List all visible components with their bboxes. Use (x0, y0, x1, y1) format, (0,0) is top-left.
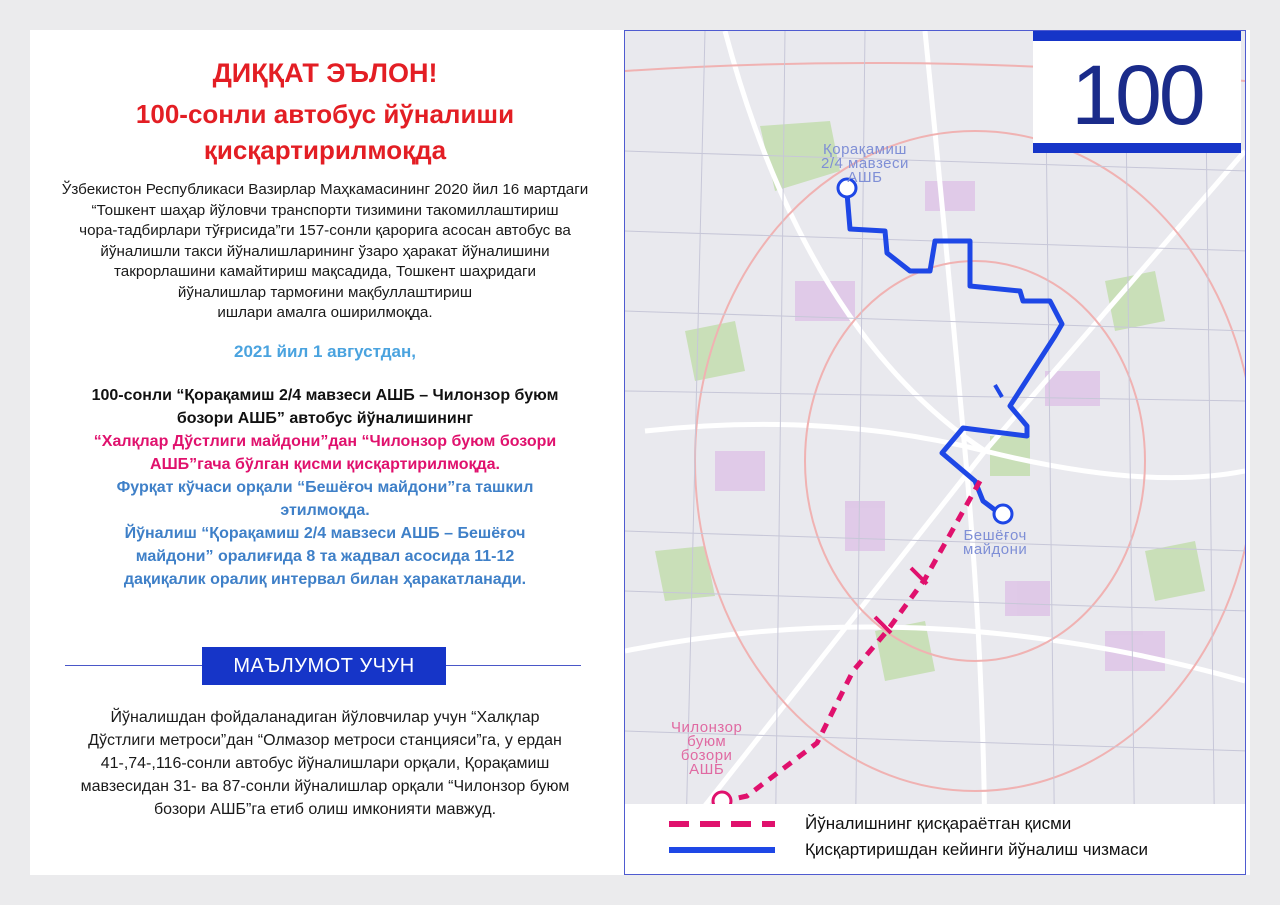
decree-paragraph (30, 180, 620, 324)
legend-new-label: Қисқартиришдан кейинги йўналиш чизмаси (805, 840, 1149, 859)
paragraph-line: чора-тадбирлари тўғрисида”ги 157-сонли қарорига асосан автобус ва (79, 222, 571, 239)
stop-label-line: АШБ (847, 169, 883, 186)
stop-label-line: Бешёғоч (963, 527, 1027, 544)
route-change-block (30, 384, 620, 591)
notice-subtitle (30, 96, 620, 168)
new-route-line: Фурқат кўчаси орқали “Бешёғоч майдони”га ташкил (116, 479, 534, 496)
info-line: бозори АШБ”га етиб олиш имконияти мавжуд. (153, 801, 497, 818)
stop-start-label (821, 143, 909, 185)
info-line: мавзесидан 31- ва 87-сонли йўналишлар орқали “Чилонзор буюм (80, 778, 570, 795)
paragraph-line: йўналишли такси йўналишларининг ўзаро ҳаракат йўналишини (100, 242, 550, 260)
stop-label-line: 2/4 мавзеси (821, 155, 909, 172)
route-line: бозори АШБ” автобус йўналишининг (176, 410, 474, 427)
legend-swatches (625, 804, 795, 874)
divider-left (65, 665, 202, 666)
subtitle-line: қисқартирилмоқда (203, 135, 447, 165)
stop-label-line: АШБ (689, 761, 725, 778)
paragraph-line: “Тошкент шаҳар йўловчи транспорти тизимини такомиллаштириш (91, 201, 559, 219)
paragraph-line: йўналишлар тармоғини мақбуллаштириш (177, 283, 473, 301)
stop-label-line: буюм (687, 733, 727, 750)
paragraph-line: ишлари амалга оширилмоқда. (217, 304, 433, 321)
notice-card (30, 30, 1250, 875)
subtitle-line: 100-сонли автобус йўналиши (135, 99, 515, 129)
cut-line: “Халқлар Дўстлиги майдони”дан “Чилонзор буюм бозори (93, 433, 557, 450)
effective-date: 2021 йил 1 августдан, (234, 342, 416, 361)
info-line: Дўстлиги метроси”дан “Олмазор метроси станцияси”га, у ердан (88, 732, 562, 749)
info-paragraph (30, 706, 620, 821)
new-route-line: майдони” оралиғида 8 та жадвал асосида 11-12 (135, 548, 515, 565)
route-line: 100-сонли “Қорақамиш 2/4 мавзеси АШБ – Чилонзор буюм (91, 387, 559, 404)
stop-new-end-marker (994, 505, 1012, 523)
notice-title: ДИҚҚАТ ЭЪЛОН! (212, 58, 438, 88)
new-route-line: этилмоқда. (280, 502, 370, 519)
info-heading: МАЪЛУМОТ УЧУН (202, 647, 446, 685)
paragraph-line: Ўзбекистон Республикаси Вазирлар Маҳкамасининг 2020 йил 16 мартдаги (61, 181, 589, 198)
stop-new-end-label (963, 529, 1027, 557)
new-route-line: дақиқалик оралиқ интервал билан ҳаракатланади. (123, 571, 527, 588)
map-legend (625, 804, 1245, 874)
stop-old-end-label (671, 721, 742, 777)
paragraph-line: такрорлашини камайтириш мақсадида, Тошкент шаҳридаги (113, 263, 537, 280)
stop-label-line: Чилонзор (671, 719, 743, 736)
stop-label-line: майдони (963, 541, 1028, 558)
route-map (624, 30, 1246, 875)
route-number: 100 (1071, 48, 1203, 142)
cut-line: АШБ”гача бўлган қисми қисқартирилмоқда. (150, 456, 500, 473)
notice-text-panel (30, 30, 620, 875)
new-route-line: Йўналиш “Қорақамиш 2/4 мавзеси АШБ – Бешёғоч (124, 525, 526, 542)
info-line: Йўналишдан фойдаланадиган йўловчилар учун “Халқлар (110, 709, 540, 726)
divider-right (446, 665, 581, 666)
info-line: 41-,74-,116-сонли автобус йўналишлари орқали, Қорақамиш (100, 755, 550, 772)
legend-cut-label: Йўналишнинг қисқараётган қисми (805, 814, 1072, 833)
stop-label-line: Қорақамиш (823, 141, 907, 158)
stop-label-line: бозори (680, 747, 733, 764)
route-number-badge (1033, 31, 1241, 153)
